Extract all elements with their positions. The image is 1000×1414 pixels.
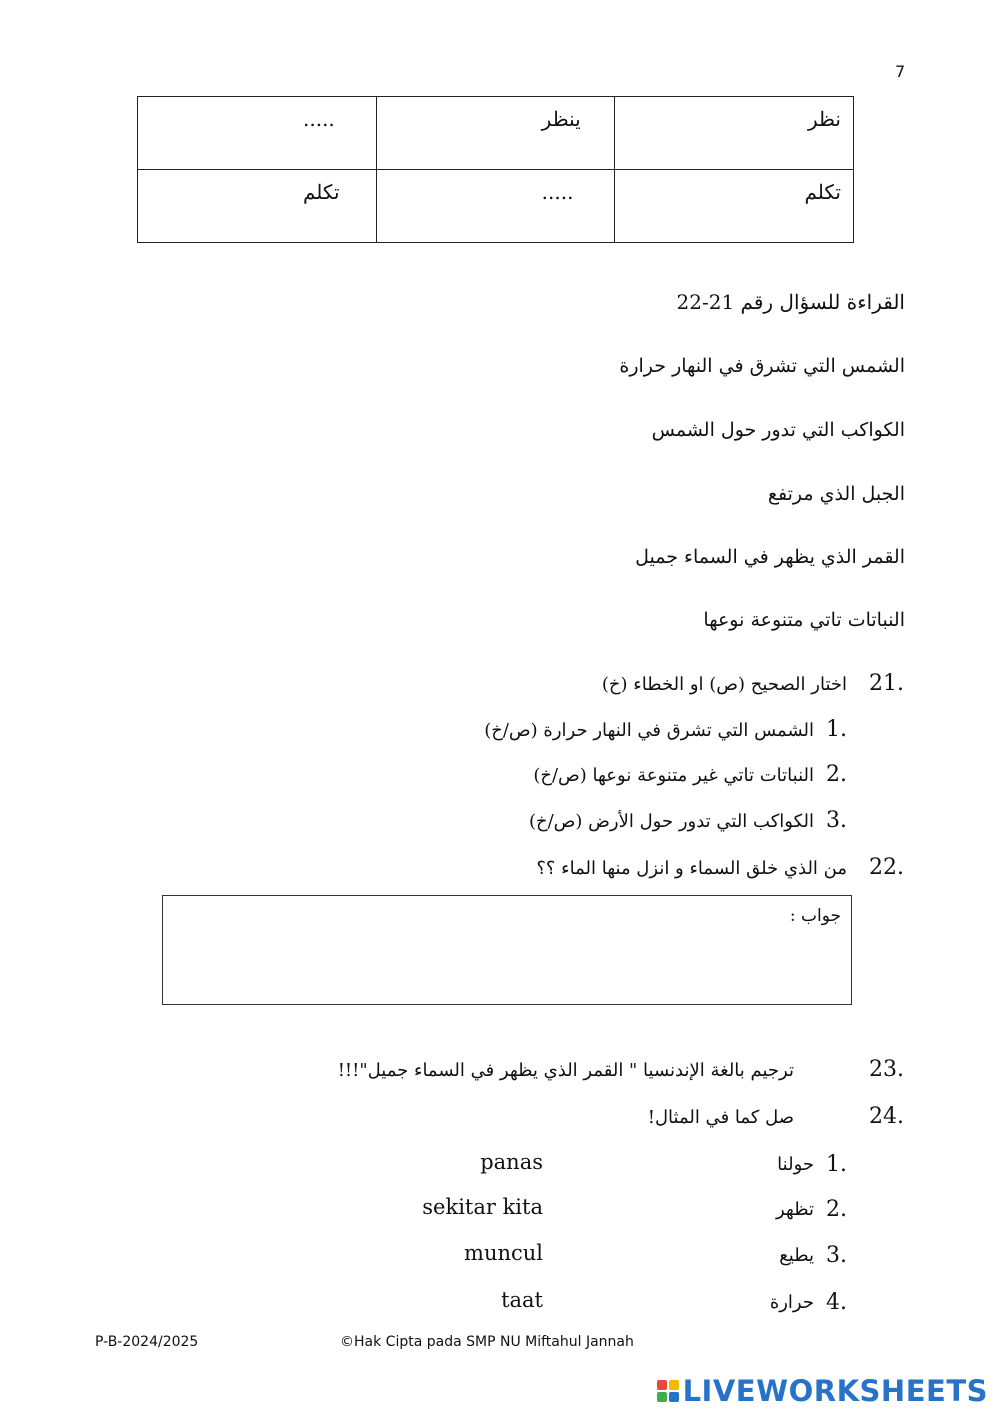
reading-line: الجبل الذي مرتفع <box>767 483 905 505</box>
table-cell: تكلم <box>615 170 854 243</box>
table-row <box>138 170 854 243</box>
reading-line: الشمس التي تشرق في النهار حرارة <box>619 355 905 377</box>
table-cell: ..... <box>138 97 377 170</box>
match-indonesian-word[interactable]: panas <box>480 1150 543 1174</box>
table-row <box>138 97 854 170</box>
item-number: 3. <box>826 808 847 833</box>
footer-copyright: ©Hak Cipta pada SMP NU Miftahul Jannah <box>340 1334 634 1350</box>
true-false-item: النباتات تاتي غير متنوعة نوعها (ص/خ) <box>533 765 814 786</box>
match-arabic-word: حولنا <box>777 1154 814 1175</box>
question-number: 24. <box>869 1104 904 1129</box>
match-indonesian-word[interactable]: muncul <box>464 1241 543 1265</box>
item-number: 4. <box>826 1290 847 1315</box>
table-cell: ..... <box>376 170 615 243</box>
question-number: 22. <box>869 855 904 880</box>
true-false-item: الكواكب التي تدور حول الأرض (ص/خ) <box>528 811 814 832</box>
page-number: 7 <box>895 62 906 81</box>
table-cell: تكلم <box>138 170 377 243</box>
reading-line: الكواكب التي تدور حول الشمس <box>651 419 905 441</box>
match-indonesian-word[interactable]: sekitar kita <box>422 1195 543 1219</box>
item-number: 3. <box>826 1243 847 1268</box>
match-arabic-word: تظهر <box>775 1199 814 1220</box>
answer-label: جواب : <box>789 906 841 926</box>
verb-conjugation-table <box>137 96 854 243</box>
answer-box[interactable] <box>162 895 852 1005</box>
logo-square <box>657 1380 667 1390</box>
reading-title: القراءة للسؤال رقم 21-22 <box>676 290 905 314</box>
item-number: 2. <box>826 762 847 787</box>
question-prompt: من الذي خلق السماء و انزل منها الماء ؟؟ <box>536 858 847 879</box>
match-arabic-word: حرارة <box>769 1292 814 1313</box>
item-number: 1. <box>826 717 847 742</box>
logo-square <box>657 1392 667 1402</box>
liveworksheets-logo[interactable] <box>657 1374 988 1408</box>
logo-square <box>669 1392 679 1402</box>
true-false-item: الشمس التي تشرق في النهار حرارة (ص/خ) <box>484 720 814 741</box>
item-number: 2. <box>826 1197 847 1222</box>
match-indonesian-word[interactable]: taat <box>501 1288 543 1312</box>
match-arabic-word: يطيع <box>779 1245 814 1266</box>
liveworksheets-icon <box>657 1380 679 1402</box>
question-prompt: صل كما في المثال! <box>647 1107 794 1128</box>
reading-line: النباتات تاتي متنوعة نوعها <box>703 609 905 631</box>
table-cell: نظر <box>615 97 854 170</box>
footer-code: P-B-2024/2025 <box>95 1334 199 1350</box>
question-prompt: اختار الصحيح (ص) او الخطاء (خ) <box>601 674 847 695</box>
liveworksheets-wordmark: LIVEWORKSHEETS <box>682 1374 988 1408</box>
question-number: 23. <box>869 1057 904 1082</box>
table-cell: ينظر <box>376 97 615 170</box>
logo-square <box>669 1380 679 1390</box>
question-prompt: ترجيم بالغة الإندنسيا " القمر الذي يظهر في السماء جميل"!!! <box>337 1060 794 1081</box>
item-number: 1. <box>826 1152 847 1177</box>
question-number: 21. <box>869 671 904 696</box>
reading-line: القمر الذي يظهر في السماء جميل <box>635 546 905 568</box>
